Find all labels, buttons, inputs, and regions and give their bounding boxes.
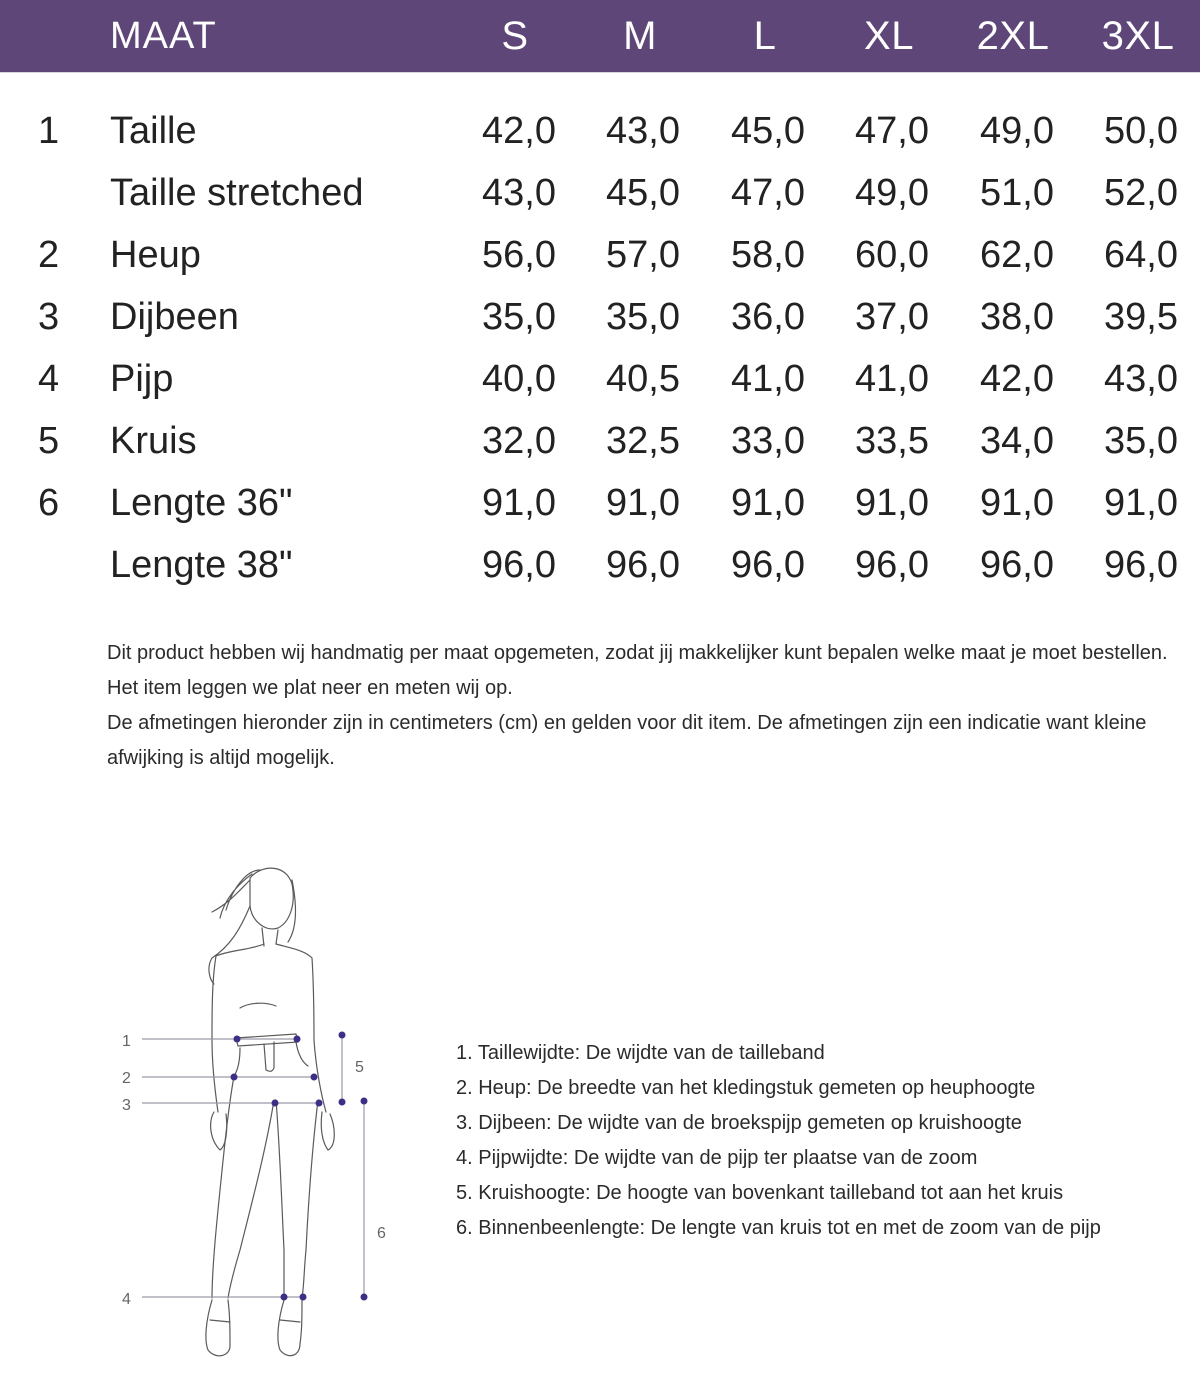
marker-label-1: 1 xyxy=(122,1033,131,1050)
table-row-lengte-38 xyxy=(0,534,1200,596)
cell-3xl: 96,0 xyxy=(1104,544,1178,586)
cell-m: 91,0 xyxy=(606,482,680,524)
cell-s: 40,0 xyxy=(482,358,556,400)
row-number: 1 xyxy=(38,110,60,152)
cell-l: 36,0 xyxy=(731,296,805,338)
table-row-taille xyxy=(0,100,1200,162)
marker-label-2: 2 xyxy=(122,1070,131,1087)
row-label: Heup xyxy=(110,234,201,276)
size-table-header xyxy=(0,0,1200,73)
cell-m: 57,0 xyxy=(606,234,680,276)
cell-2xl: 34,0 xyxy=(980,420,1054,462)
size-header-xl: XL xyxy=(864,14,914,58)
row-number: 4 xyxy=(38,358,60,400)
legend-item-dijbeen: 3. Dijbeen: De wijdte van de broekspijp gemeten op kruishoogte xyxy=(456,1112,1022,1134)
legend-item-heup: 2. Heup: De breedte van het kledingstuk gemeten op heuphoogte xyxy=(456,1077,1036,1099)
cell-l: 41,0 xyxy=(731,358,805,400)
note-line-2: Het item leggen we plat neer en meten wij op. xyxy=(107,677,513,699)
cell-3xl: 91,0 xyxy=(1104,482,1178,524)
cell-l: 45,0 xyxy=(731,110,805,152)
cell-3xl: 39,5 xyxy=(1104,296,1178,338)
note-line-3: De afmetingen hieronder zijn in centimeters (cm) en gelden voor dit item. De afmetingen zijn een indicatie want kleine afwijking is altijd mogelijk. xyxy=(107,712,1147,769)
size-header-l: L xyxy=(753,14,777,58)
table-row-lengte-36 xyxy=(0,472,1200,534)
cell-l: 96,0 xyxy=(731,544,805,586)
cell-l: 33,0 xyxy=(731,420,805,462)
row-label: Taille stretched xyxy=(110,172,364,214)
cell-s: 96,0 xyxy=(482,544,556,586)
row-number: 5 xyxy=(38,420,60,462)
cell-m: 45,0 xyxy=(606,172,680,214)
table-row-taille-stretched xyxy=(0,162,1200,224)
cell-l: 91,0 xyxy=(731,482,805,524)
cell-xl: 49,0 xyxy=(855,172,929,214)
cell-2xl: 96,0 xyxy=(980,544,1054,586)
note-line-1: Dit product hebben wij handmatig per maat opgemeten, zodat jij makkelijker kunt bepalen welke maat je moet bestellen. xyxy=(107,642,1168,664)
cell-2xl: 91,0 xyxy=(980,482,1054,524)
cell-xl: 33,5 xyxy=(855,420,929,462)
cell-s: 91,0 xyxy=(482,482,556,524)
cell-2xl: 49,0 xyxy=(980,110,1054,152)
header-label-maat: MAAT xyxy=(110,15,217,57)
row-label: Dijbeen xyxy=(110,296,239,338)
cell-m: 43,0 xyxy=(606,110,680,152)
marker-label-3: 3 xyxy=(122,1097,131,1114)
row-number: 2 xyxy=(38,234,60,276)
cell-2xl: 38,0 xyxy=(980,296,1054,338)
cell-s: 32,0 xyxy=(482,420,556,462)
marker-label-6: 6 xyxy=(377,1225,386,1242)
table-row-kruis xyxy=(0,410,1200,472)
row-label: Lengte 38" xyxy=(110,544,293,586)
cell-s: 42,0 xyxy=(482,110,556,152)
legend-item-taillewijdte: 1. Taillewijdte: De wijdte van de tailleband xyxy=(456,1042,825,1064)
legend-item-pijpwijdte: 4. Pijpwijdte: De wijdte van de pijp ter plaatse van de zoom xyxy=(456,1147,978,1169)
cell-m: 32,5 xyxy=(606,420,680,462)
marker-label-4: 4 xyxy=(122,1291,131,1308)
row-number: 3 xyxy=(38,296,60,338)
row-label: Lengte 36" xyxy=(110,482,293,524)
row-label: Taille xyxy=(110,110,197,152)
cell-m: 40,5 xyxy=(606,358,680,400)
cell-xl: 60,0 xyxy=(855,234,929,276)
cell-xl: 37,0 xyxy=(855,296,929,338)
cell-xl: 96,0 xyxy=(855,544,929,586)
row-label: Kruis xyxy=(110,420,197,462)
cell-m: 35,0 xyxy=(606,296,680,338)
cell-m: 96,0 xyxy=(606,544,680,586)
cell-xl: 91,0 xyxy=(855,482,929,524)
measurement-figure-illustration xyxy=(100,850,420,1370)
measurement-markers xyxy=(231,1032,368,1301)
row-number: 6 xyxy=(38,482,60,524)
cell-3xl: 35,0 xyxy=(1104,420,1178,462)
cell-l: 47,0 xyxy=(731,172,805,214)
legend-item-kruishoogte: 5. Kruishoogte: De hoogte van bovenkant tailleband tot aan het kruis xyxy=(456,1182,1064,1204)
cell-2xl: 62,0 xyxy=(980,234,1054,276)
cell-s: 35,0 xyxy=(482,296,556,338)
cell-3xl: 43,0 xyxy=(1104,358,1178,400)
cell-l: 58,0 xyxy=(731,234,805,276)
legend-item-binnenbeenlengte: 6. Binnenbeenlengte: De lengte van kruis tot en met de zoom van de pijp xyxy=(456,1217,1101,1239)
cell-2xl: 42,0 xyxy=(980,358,1054,400)
cell-xl: 47,0 xyxy=(855,110,929,152)
cell-2xl: 51,0 xyxy=(980,172,1054,214)
marker-label-5: 5 xyxy=(355,1059,364,1076)
cell-s: 43,0 xyxy=(482,172,556,214)
size-header-s: S xyxy=(501,14,529,58)
measurement-legend xyxy=(456,1036,1176,1246)
table-row-heup xyxy=(0,224,1200,286)
size-header-2xl: 2XL xyxy=(976,14,1050,58)
cell-3xl: 50,0 xyxy=(1104,110,1178,152)
row-label: Pijp xyxy=(110,358,174,400)
cell-xl: 41,0 xyxy=(855,358,929,400)
cell-3xl: 64,0 xyxy=(1104,234,1178,276)
cell-s: 56,0 xyxy=(482,234,556,276)
measurement-notes xyxy=(107,636,1177,776)
size-header-m: M xyxy=(623,14,657,58)
table-row-pijp xyxy=(0,348,1200,410)
cell-3xl: 52,0 xyxy=(1104,172,1178,214)
woman-figure-sketch-icon xyxy=(100,850,420,1370)
table-row-dijbeen xyxy=(0,286,1200,348)
size-header-3xl: 3XL xyxy=(1101,14,1175,58)
